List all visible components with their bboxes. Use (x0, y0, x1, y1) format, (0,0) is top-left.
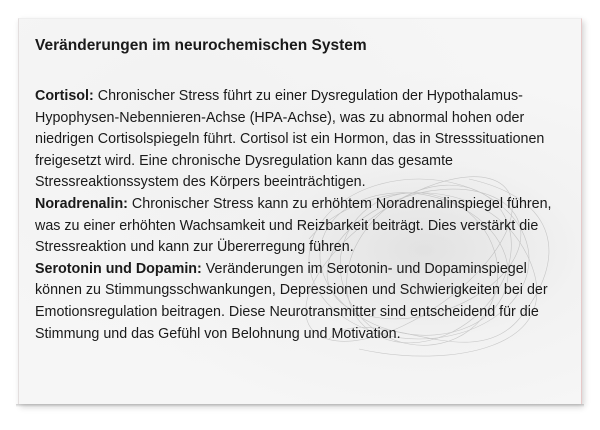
cortisol-paragraph (35, 86, 565, 194)
serotonin-dopamin-text: Veränderungen im Serotonin- und Dopaminspiegel können zu Stimmungsschwankungen, Depressionen und Schwierigkeiten bei der Emotionsregulation beitragen. Diese Neurotransmitter sind entscheidend für die Stimmung und das Gefühl von Belohnung und Motivation. (35, 260, 548, 342)
noradrenalin-paragraph (35, 194, 565, 259)
noradrenalin-term: Noradrenalin: (35, 195, 128, 212)
noradrenalin-text: Chronischer Stress kann zu erhöhtem Noradrenalinspiegel führen, was zu einer erhöhten Wachsamkeit und Reizbarkeit beiträgt. Dies verstärkt die Stressreaktion und kann zur Übererregung führen. (35, 195, 552, 256)
serotonin-dopamin-term: Serotonin und Dopamin: (35, 260, 202, 277)
card-shadow (16, 404, 584, 407)
content-card (18, 18, 582, 404)
serotonin-dopamin-paragraph (35, 259, 565, 345)
cortisol-term: Cortisol: (35, 88, 94, 104)
page-title: Veränderungen im neurochemischen System (35, 37, 367, 54)
cortisol-text: Chronischer Stress führt zu einer Dysregulation der Hypothalamus-Hypophysen-Nebennieren-Achse (HPA-Achse), was zu abnormal hohen oder niedrigen Cortisolspiegeln führt. Cortisol ist ein Hormon, das in Stresssituationen freigesetzt wird. Eine chronische Dysregulation kann das gesamte Stressreaktionssystem des Körpers beeinträchtigen. (35, 88, 545, 191)
